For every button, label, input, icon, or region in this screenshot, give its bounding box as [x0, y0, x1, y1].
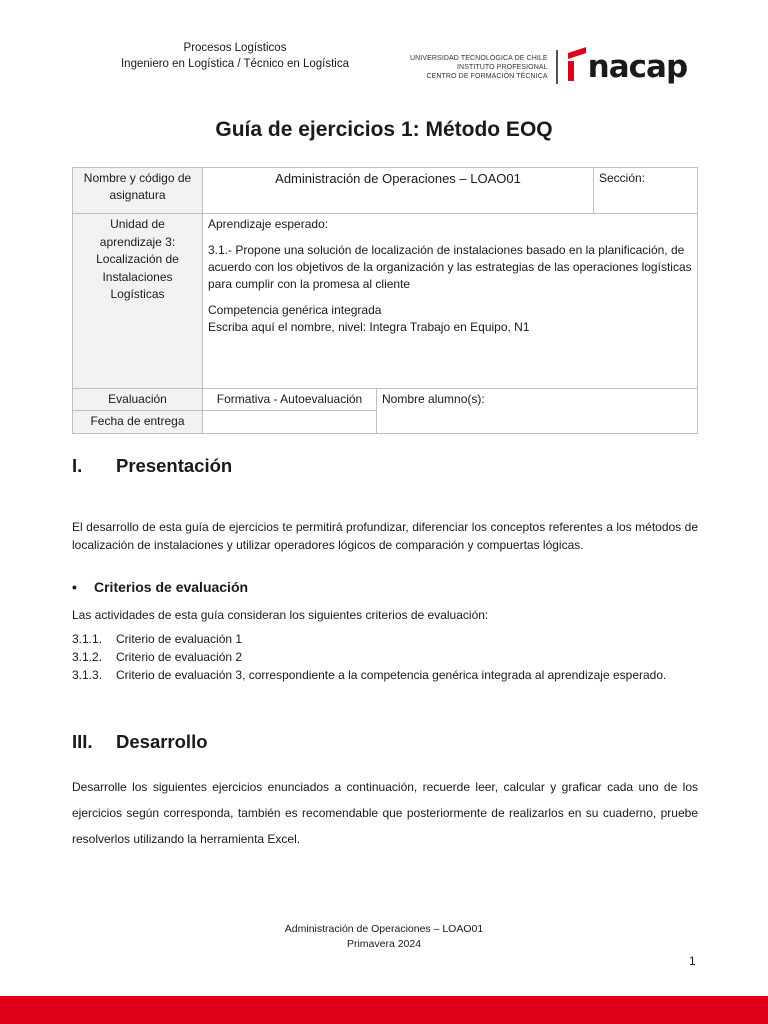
criterion-number: 3.1.3. — [72, 668, 103, 682]
unit-label: Unidad de aprendizaje 3: Localización de Instalaciones Logísticas — [73, 214, 203, 389]
list-item — [72, 648, 666, 666]
inacap-logo-text: nacap — [587, 49, 688, 85]
criterion-text: Criterio de evaluación 1 — [116, 632, 243, 646]
institution-header — [410, 50, 687, 84]
section-number: III. — [72, 731, 93, 752]
institution-line-2: INSTITUTO PROFESIONAL — [457, 63, 548, 71]
footer-course: Administración de Operaciones – LOAO01 — [284, 923, 484, 935]
criteria-heading — [72, 579, 248, 595]
criteria-title: Criterios de evaluación — [94, 579, 249, 595]
evaluation-label: Evaluación — [73, 389, 203, 411]
presentation-text: El desarrollo de esta guía de ejercicios te permitirá profundizar, diferenciar los conceptos referentes a los métodos de localización de instalaciones y utilizar operadores lógicos de comparación y compuertas lógicas. — [72, 520, 698, 552]
footer-term: Primavera 2024 — [346, 938, 422, 950]
program-name: Procesos Logísticos — [183, 42, 287, 54]
criteria-list — [72, 630, 666, 684]
subject-label: Nombre y código de asignatura — [73, 168, 203, 214]
document-header-program — [110, 40, 360, 72]
list-item — [72, 666, 666, 684]
competence-text: Escriba aquí el nombre, nivel: Integra Trabajo en Equipo, N1 — [208, 320, 530, 334]
subject-value: Administración de Operaciones – LOAO01 — [203, 168, 594, 214]
criterion-text: Criterio de evaluación 3, correspondiente a la competencia genérica integrada al aprendizaje esperado. — [116, 668, 667, 682]
learning-cell — [203, 214, 698, 389]
evaluation-value: Formativa - Autoevaluación — [203, 389, 377, 411]
development-text: Desarrolle los siguientes ejercicios enunciados a continuación, recuerde leer, calcular y graficar cada uno de los ejercicios según corresponda, también es recomendable que posteriormente de realizarlos en su cuaderno, pruebe resolverlos utilizando la herramienta Excel. — [72, 780, 698, 846]
section-title: Presentación — [116, 455, 233, 476]
due-date-value[interactable] — [203, 411, 377, 434]
list-item — [72, 630, 666, 648]
program-careers: Ingeniero en Logística / Técnico en Logística — [120, 58, 350, 70]
criterion-number: 3.1.2. — [72, 650, 103, 664]
page-number: 1 — [689, 954, 696, 968]
section-presentation-heading — [72, 455, 232, 477]
page-title: Guía de ejercicios 1: Método EOQ — [215, 118, 553, 141]
criterion-text: Criterio de evaluación 2 — [116, 650, 243, 664]
due-date-label: Fecha de entrega — [73, 411, 203, 434]
expected-learning-label: Aprendizaje esperado: — [208, 217, 329, 231]
section-number: I. — [72, 455, 83, 476]
footer-brand-band — [0, 996, 768, 1024]
competence-label: Competencia genérica integrada — [208, 303, 382, 317]
institution-line-1: UNIVERSIDAD TECNOLÓGICA DE CHILE — [410, 54, 548, 62]
criteria-intro: Las actividades de esta guía consideran los siguientes criterios de evaluación: — [72, 608, 489, 622]
institution-text — [410, 54, 548, 81]
section-development-heading — [72, 731, 208, 753]
inacap-logo — [568, 49, 688, 85]
institution-line-3: CENTRO DE FORMACIÓN TÉCNICA — [426, 72, 548, 80]
section-label: Sección: — [599, 171, 646, 185]
student-name-field[interactable] — [377, 389, 698, 434]
section-title: Desarrollo — [116, 731, 208, 752]
subject-info-table — [72, 167, 698, 434]
student-name-label: Nombre alumno(s): — [382, 392, 485, 406]
expected-learning-text: 3.1.- Propone una solución de localización de instalaciones basado en la planificación, de acuerdo con los objetivos de la organización y las estrategias de las operaciones logísticas para cumplir con la promesa al cliente — [208, 243, 692, 291]
logo-divider — [556, 50, 558, 84]
criterion-number: 3.1.1. — [72, 632, 103, 646]
bullet-icon: • — [72, 579, 77, 595]
document-footer — [0, 922, 768, 952]
inacap-logo-mark-icon — [568, 53, 586, 81]
section-field[interactable] — [594, 168, 698, 214]
